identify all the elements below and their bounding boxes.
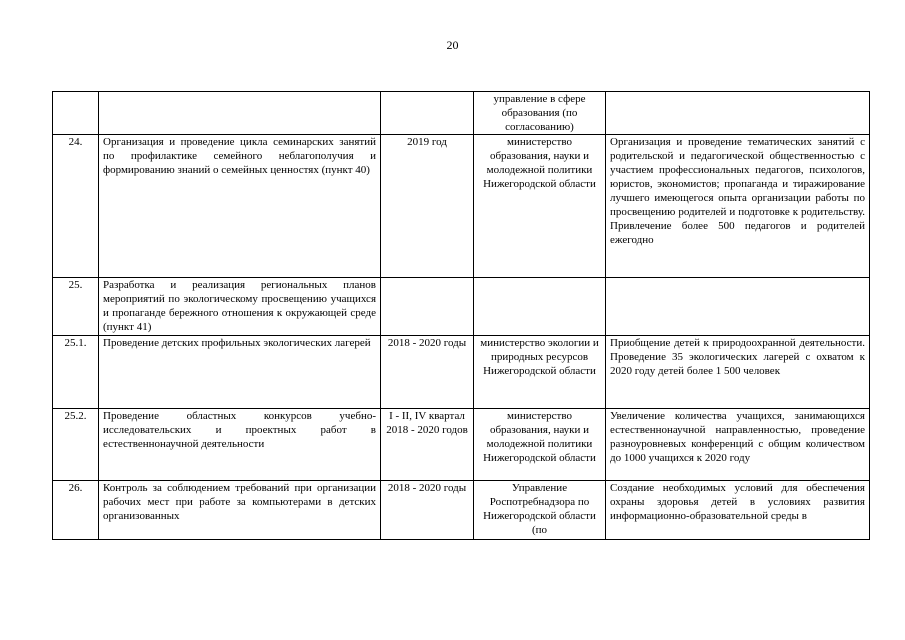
row-number: 25.1. [53, 336, 99, 409]
table-row [53, 481, 870, 540]
activity-result: Создание необходимых условий для обеспечения охраны здоровья детей в условиях развития информационно-образовательной среды в [606, 481, 870, 540]
activity-term [381, 92, 474, 135]
activity-term: 2018 - 2020 годы [381, 336, 474, 409]
page-number: 20 [446, 38, 459, 52]
activity-result: Организация и проведение тематических занятий с родительской и педагогической общественностью с участием профессиональных педагогов, психологов, юристов, экономистов; пропаганда и тиражирование лучшего имеющегося опыта организации работы по просвещению родителей и подготовке к родительству. Привлечение более 500 педагогов и родителей ежегодно [606, 135, 870, 278]
row-number: 25.2. [53, 409, 99, 481]
table-row [53, 278, 870, 336]
table-row [53, 409, 870, 481]
activity-term [381, 278, 474, 336]
activity-name: Проведение областных конкурсов учебно-исследовательских и проектных работ в естественнонаучной деятельности [99, 409, 381, 481]
activity-executor: министерство образования, науки и молодежной политики Нижегородской области [474, 135, 606, 278]
activity-executor [474, 278, 606, 336]
activity-result: Увеличение количества учащихся, занимающихся естественнонаучной направленностью, проведение разноуровневых конференций с общим количеством до 1000 учащихся к 2020 году [606, 409, 870, 481]
activity-term: 2018 - 2020 годы [381, 481, 474, 540]
activity-result [606, 92, 870, 135]
activity-executor: министерство образования, науки и молодежной политики Нижегородской области [474, 409, 606, 481]
activity-name: Организация и проведение цикла семинарских занятий по профилактике семейного неблагополучия и формированию знаний о семейных ценностях (пункт 40) [99, 135, 381, 278]
activity-name: Контроль за соблюдением требований при организации рабочих мест при работе за компьютерами в детских организованных [99, 481, 381, 540]
row-number: 25. [53, 278, 99, 336]
activity-result: Приобщение детей к природоохранной деятельности. Проведение 35 экологических лагерей с охватом к 2020 году детей более 1 500 человек [606, 336, 870, 409]
row-number [53, 92, 99, 135]
activity-term: I - II, IV квартал 2018 - 2020 годов [381, 409, 474, 481]
activity-executor: Управление Роспотребнадзора по Нижегородской области (по [474, 481, 606, 540]
table-row [53, 336, 870, 409]
plan-table [52, 91, 870, 540]
activity-executor: управление в сфере образования (по согласованию) [474, 92, 606, 135]
activity-name: Проведение детских профильных экологических лагерей [99, 336, 381, 409]
activity-name [99, 92, 381, 135]
activity-name: Разработка и реализация региональных планов мероприятий по экологическому просвещению учащихся и пропаганде бережного отношения к окружающей среде (пункт 41) [99, 278, 381, 336]
activity-result [606, 278, 870, 336]
row-number: 24. [53, 135, 99, 278]
row-number: 26. [53, 481, 99, 540]
table-row [53, 92, 870, 135]
activity-executor: министерство экологии и природных ресурсов Нижегородской области [474, 336, 606, 409]
activity-term: 2019 год [381, 135, 474, 278]
table-row [53, 135, 870, 278]
